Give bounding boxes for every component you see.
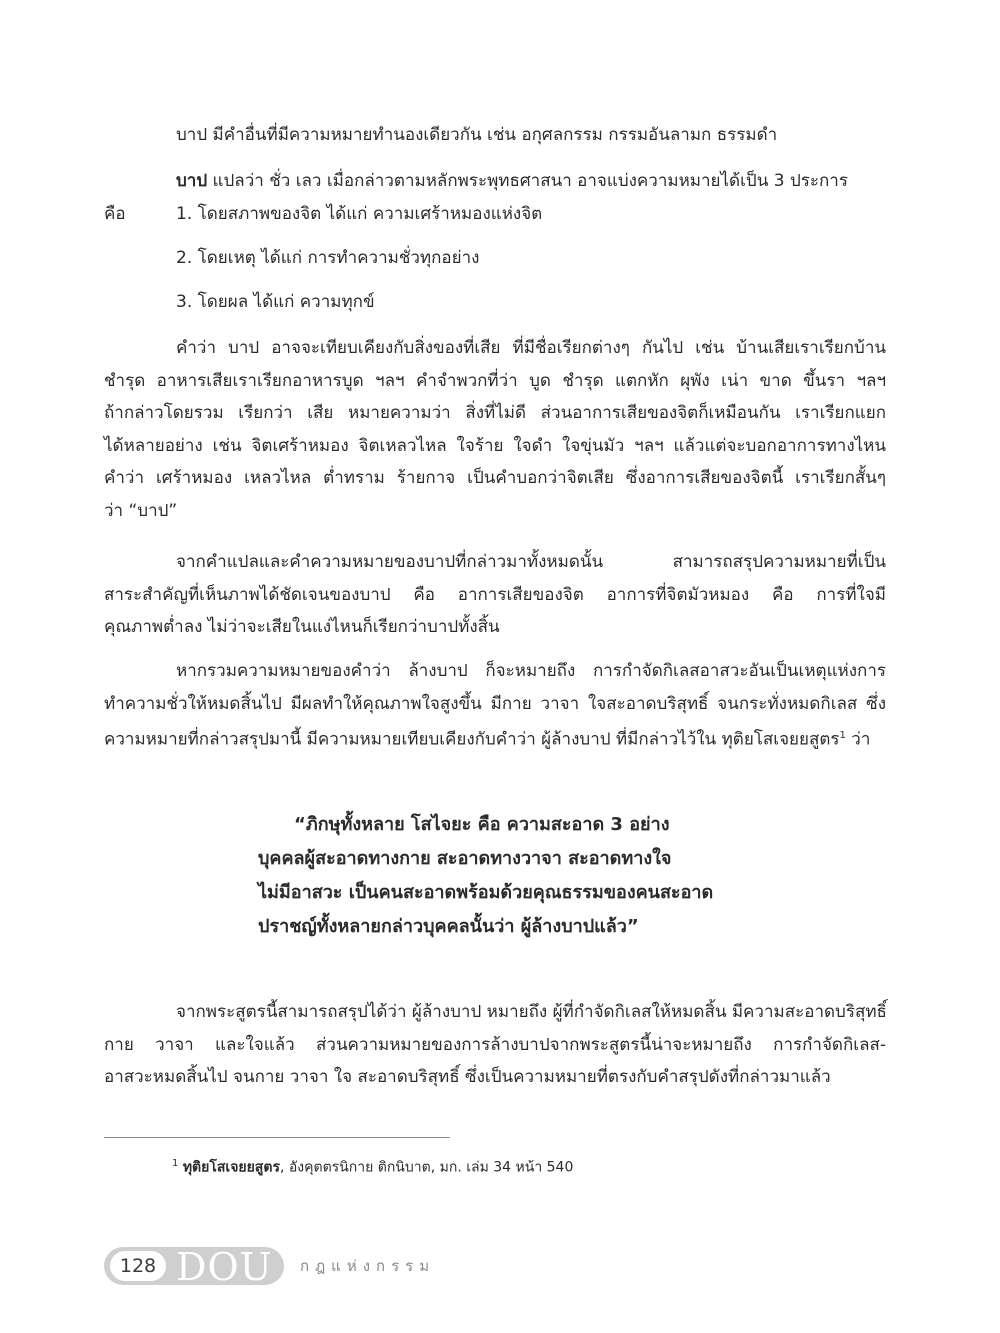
paragraph-line: จากพระสูตรนี้สามารถสรุปได้ว่า ผู้ล้างบาป หมายถึง ผู้ที่กำจัดกิเลสให้หมดสิ้น มีความสะอาดบริสุทธิ์	[176, 1002, 887, 1022]
paragraph-3	[104, 655, 886, 756]
paragraph-line: จากคำแปลและคำความหมายของบาปที่กล่าวมาทั้งหมดนั้น สามารถสรุปความหมายที่เป็น	[176, 552, 886, 572]
quote-line: ไม่มีอาสวะ เป็นคนสะอาดพร้อมด้วยคุณธรรมของคนสะอาด	[258, 882, 714, 903]
sutta-quote	[258, 808, 713, 944]
footer-badge	[104, 1245, 284, 1289]
paragraph-line: คำว่า เศร้าหมอง เหลวไหล ต่ำทราม ร้ายกาจ เป็นคำบอกว่าจิตเสีย ซึ่งอาการเสียของจิตนี้ เราเรียกสั้นๆ	[104, 468, 886, 488]
paragraph-line: หากรวมความหมายของคำว่า ล้างบาป ก็จะหมายถึง การกำจัดกิเลสอาสวะอันเป็นเหตุแห่งการ	[176, 661, 886, 681]
paragraph-line: ชำรุด อาหารเสียเราเรียกอาหารบูด ฯลฯ คำจำพวกที่ว่า บูด ชำรุด แตกหัก ผุพัง เน่า ขาด ขึ้นรา ฯลฯ	[104, 370, 886, 391]
quote-line: “ภิกษุทั้งหลาย โสไจยะ คือ ความสะอาด 3 อย่าง	[294, 814, 670, 835]
paragraph-text: ว่า	[845, 729, 871, 750]
footnote	[172, 1150, 573, 1182]
paragraph-line: ทำความชั่วให้หมดสิ้นไป มีผลทำให้คุณภาพใจสูงขึ้น มีกาย วาจา ใจสะอาดบริสุทธิ์ จนกระทั่งหมดกิเลส ซึ่ง	[104, 693, 886, 714]
paragraph-line: ว่า “บาป”	[104, 500, 178, 521]
paragraph-line: กาย วาจา และใจแล้ว ส่วนความหมายของการล้างบาปจากพระสูตรนี้น่าจะหมายถึง การกำจัดกิเลส-	[104, 1034, 886, 1055]
paragraph-1	[104, 332, 886, 527]
definition-item-2: 2. โดยเหตุ ได้แก่ การทำความชั่วทุกอย่าง	[176, 248, 480, 268]
book-title: กฎแห่งกรรม	[300, 1257, 436, 1275]
footnote-ref: 1	[839, 730, 846, 741]
paragraph-4	[104, 996, 886, 1094]
definition-line	[176, 165, 848, 198]
paragraph-text: ความหมายที่กล่าวสรุปมานี้ มีความหมายเทียบเคียงกับคำว่า ผู้ล้างบาป ที่มีกล่าวไว้ใน ทุติยโสเจยยสูตร	[104, 729, 840, 750]
paragraph-line-last	[104, 720, 886, 756]
footnote-mark: 1	[172, 1158, 179, 1169]
dou-logo: DOU	[176, 1245, 273, 1289]
definition-term: บาป	[176, 171, 208, 191]
paragraph-line: คำว่า บาป อาจจะเทียบเคียงกับสิ่งของที่เสีย ที่มีชื่อเรียกต่างๆ กันไป เช่น บ้านเสียเราเรียกบ้าน	[176, 338, 886, 358]
quote-line: บุคคลผู้สะอาดทางกาย สะอาดทางวาจา สะอาดทางใจ	[258, 848, 672, 869]
paragraph-line: อาสวะหมดสิ้นไป จนกาย วาจา ใจ สะอาดบริสุทธิ์ ซึ่งเป็นความหมายที่ตรงกับคำสรุปดังที่กล่าวมาแล้ว	[104, 1067, 831, 1087]
definition-item-1: 1. โดยสภาพของจิต ได้แก่ ความเศร้าหมองแห่งจิต	[176, 204, 543, 224]
paragraph-2	[104, 546, 886, 644]
footnote-divider	[104, 1137, 450, 1138]
footnote-citation: , อังคุตตรนิกาย ติกนิบาต, มก. เล่ม 34 หน้า 540	[279, 1159, 574, 1176]
paragraph-line: สาระสำคัญที่เห็นภาพได้ชัดเจนของบาป คือ อาการเสียของจิต อาการที่จิตมัวหมอง คือ การที่ใจมี	[104, 584, 886, 605]
page-number: 128	[110, 1251, 166, 1281]
quote-line: ปราชญ์ทั้งหลายกล่าวบุคคลนั้นว่า ผู้ล้างบาปแล้ว”	[258, 916, 639, 937]
footnote-title: ทุติยโสเจยยสูตร	[182, 1159, 280, 1176]
intro-line: บาป มีคำอื่นที่มีความหมายทำนองเดียวกัน เช่น อกุศลกรรม กรรมอันลามก ธรรมดำ	[176, 125, 778, 145]
definition-item-3: 3. โดยผล ได้แก่ ความทุกข์	[176, 292, 375, 312]
paragraph-line: ถ้ากล่าวโดยรวม เรียกว่า เสีย หมายความว่า สิ่งที่ไม่ดี ส่วนอาการเสียของจิตก็เหมือนกัน เราเรียกแยก	[104, 403, 886, 423]
definition-rest: แปลว่า ชั่ว เลว เมื่อกล่าวตามหลักพระพุทธศาสนา อาจแบ่งความหมายได้เป็น 3 ประการ	[207, 171, 848, 191]
definition-ku: คือ	[104, 204, 126, 224]
paragraph-line: ได้หลายอย่าง เช่น จิตเศร้าหมอง จิตเหลวไหล ใจร้าย ใจดำ ใจขุ่นมัว ฯลฯ แล้วแต่จะบอกอาการทางไหน	[104, 435, 886, 456]
paragraph-line: คุณภาพต่ำลง ไม่ว่าจะเสียในแง่ไหนก็เรียกว่าบาปทั้งสิ้น	[104, 617, 500, 637]
